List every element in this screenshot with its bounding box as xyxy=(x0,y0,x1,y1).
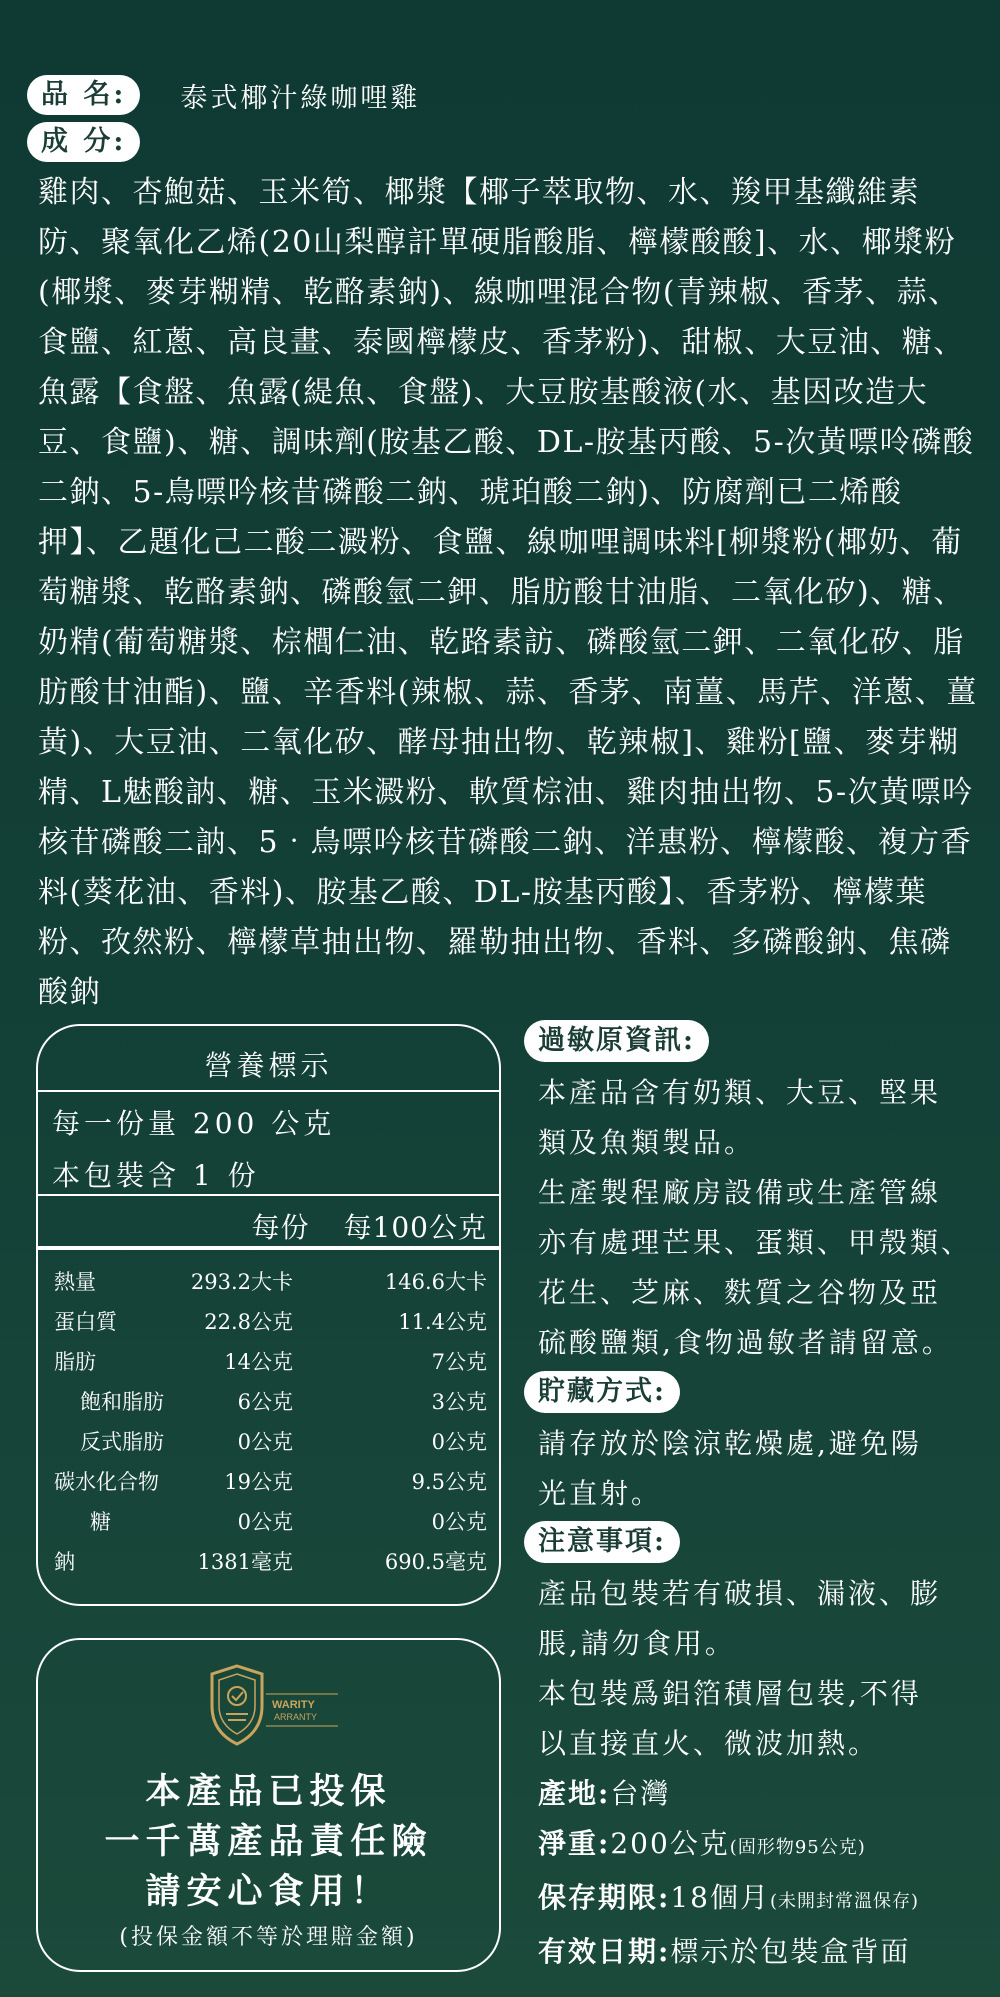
notice-line: 本包裝爲鋁箔積層包裝,不得 xyxy=(538,1677,922,1710)
allergen-line: 本產品含有奶類、大豆、堅果 xyxy=(538,1076,942,1109)
per-100g-value: 11.4公克 xyxy=(398,1310,487,1334)
per-100g-value: 690.5毫克 xyxy=(384,1550,487,1574)
insurance-line-1: 本產品已投保 xyxy=(145,1771,392,1812)
product-name: 泰式椰汁綠咖哩雞 xyxy=(180,82,421,114)
expiry-value: 標示於包裝盒背面 xyxy=(670,1935,911,1968)
allergen-line: 類及魚類製品。 xyxy=(538,1126,756,1159)
divider xyxy=(38,1246,499,1250)
expiry-row xyxy=(538,1927,998,1977)
expiry-label: 有效日期: xyxy=(538,1935,671,1968)
nutrition-row xyxy=(54,1426,487,1462)
product-name-row xyxy=(27,75,420,115)
serving-size: 每一份量 200 公克 xyxy=(52,1107,336,1140)
product-name-label: 品 名: xyxy=(27,75,140,115)
shelf-life-value: 18個月 xyxy=(670,1881,770,1914)
storage-label-wrap xyxy=(524,1371,680,1413)
insurance-note: (投保金額不等於理賠金額) xyxy=(119,1925,418,1950)
notice-label: 注意事項: xyxy=(524,1521,680,1563)
origin-value: 台灣 xyxy=(610,1777,671,1810)
ingredients-text: 雞肉、杏鮑菇、玉米筍、椰漿【椰子萃取物、水、羧甲基纖維素防、聚氧化乙烯(20山梨醇訐單硬脂酸脂、檸檬酸酸]、水、椰漿粉(椰漿、麥芽糊精、乾酪素鈉)、線咖哩混合物(青辣椒、香茅、蒜、食鹽、紅蔥、高良畫、泰國檸檬皮、香茅粉)、甜椒、大豆油、糖、魚露【食盤、魚露(緹魚、食盤)、大豆胺基酸液(水、基因改造大豆、食鹽)、糖、調味劑(胺基乙酸、DL-胺基丙酸、5-次黃嘌呤磷酸二鈉、5-鳥嘌吟核昔磷酸二鈉、琥珀酸二鈉)、防腐劑已二烯酸押】、乙題化己二酸二澱粉、食鹽、線咖哩調味料[柳漿粉(椰奶、葡萄糖漿、乾酪素鈉、磷酸氫二鉀、脂肪酸甘油脂、二氧化矽)、糖、奶精(葡萄糖漿、棕櫚仁油、乾路素訪、磷酸氫二鉀、二氧化矽、脂肪酸甘油酯)、鹽、辛香料(辣椒、蒜、香茅、南薑、馬芹、洋蔥、薑黃)、大豆油、二氧化矽、酵母抽出物、乾辣椒]、雞粉[鹽、麥芽糊精、L魅酸訥、糖、玉米澱粉、軟質棕油、雞肉抽出物、5-次黃嘌吟核苷磷酸二訥、5‧鳥嘌吟核苷磷酸二鈉、洋惠粉、檸檬酸、複方香料(葵花油、香料)、胺基乙酸、DL-胺基丙酸】、香茅粉、檸檬葉粉、孜然粉、檸檬草抽出物、羅勒抽出物、香料、多磷酸鈉、焦磷酸鈉 xyxy=(38,175,978,1010)
nutrition-row xyxy=(54,1506,487,1542)
nutrient-label: 蛋白質 xyxy=(54,1310,117,1334)
nutrient-label: 反式脂肪 xyxy=(80,1430,164,1454)
ingredients-label: 成 分: xyxy=(27,122,140,162)
allergen-label: 過敏原資訊: xyxy=(524,1020,709,1062)
shelf-life-row xyxy=(538,1873,998,1927)
nutrition-title: 營養標示 xyxy=(204,1049,333,1082)
insurance-line-2: 一千萬產品責任險 xyxy=(104,1821,433,1862)
notice-line: 脹,請勿食用。 xyxy=(538,1627,736,1660)
col-per-serving: 每份 xyxy=(251,1211,310,1244)
divider xyxy=(38,1090,499,1092)
nutrition-row xyxy=(54,1466,487,1502)
allergen-line: 花生、芝麻、麩質之谷物及亞 xyxy=(538,1276,942,1309)
nutrition-row xyxy=(54,1266,487,1302)
per-100g-value: 7公克 xyxy=(431,1350,487,1374)
badge-text-1: WARITY xyxy=(272,1699,315,1711)
storage-label: 貯藏方式: xyxy=(524,1371,680,1413)
weight-label: 淨重: xyxy=(538,1827,611,1860)
per-100g-value: 0公克 xyxy=(431,1510,487,1534)
shelf-life-label: 保存期限: xyxy=(538,1881,671,1914)
per-100g-value: 146.6大卡 xyxy=(384,1270,487,1294)
nutrition-facts-table xyxy=(36,1024,501,1606)
nutrition-row xyxy=(54,1546,487,1582)
per-100g-value: 9.5公克 xyxy=(411,1470,487,1494)
ingredients-label-wrap xyxy=(27,122,140,162)
nutrient-label: 脂肪 xyxy=(54,1350,96,1374)
nutrient-label: 糖 xyxy=(90,1510,111,1534)
per-100g-value: 0公克 xyxy=(431,1430,487,1454)
per-serving-value: 14公克 xyxy=(224,1350,293,1374)
nutrient-label: 飽和脂肪 xyxy=(80,1390,164,1414)
storage-line: 請存放於陰涼乾燥處,避免陽 xyxy=(538,1427,922,1460)
weight-row xyxy=(538,1819,998,1873)
warranty-shield-icon xyxy=(200,1662,350,1748)
shelf-life-note: (未開封常溫保存) xyxy=(769,1891,920,1912)
per-100g-value: 3公克 xyxy=(431,1390,487,1414)
origin-label: 產地: xyxy=(538,1777,611,1810)
per-serving-value: 0公克 xyxy=(237,1430,293,1454)
per-serving-value: 19公克 xyxy=(224,1470,293,1494)
allergen-text xyxy=(538,1068,988,1368)
insurance-line-3: 請安心食用！ xyxy=(145,1871,392,1912)
origin-row xyxy=(538,1769,998,1819)
storage-text xyxy=(538,1419,988,1519)
per-serving-value: 293.2大卡 xyxy=(190,1270,293,1294)
allergen-line: 硫酸鹽類,食物過敏者請留意。 xyxy=(538,1326,953,1359)
nutrition-column-headers xyxy=(252,1206,487,1246)
allergen-line: 生產製程廠房設備或生產管線 xyxy=(538,1176,942,1209)
insurance-box xyxy=(36,1638,501,1972)
nutrient-label: 熱量 xyxy=(54,1270,96,1294)
notice-line: 產品包裝若有破損、漏液、膨 xyxy=(538,1577,942,1610)
per-serving-value: 22.8公克 xyxy=(204,1310,293,1334)
nutrition-row xyxy=(54,1346,487,1382)
col-per-100g: 每100公克 xyxy=(343,1211,487,1244)
per-serving-value: 0公克 xyxy=(237,1510,293,1534)
nutrition-row xyxy=(54,1306,487,1342)
per-serving-value: 6公克 xyxy=(237,1390,293,1414)
allergen-label-wrap xyxy=(524,1020,709,1062)
nutrition-row xyxy=(54,1386,487,1422)
nutrient-label: 碳水化合物 xyxy=(54,1470,159,1494)
per-serving-value: 1381毫克 xyxy=(197,1550,293,1574)
divider xyxy=(38,1194,499,1196)
notice-label-wrap xyxy=(524,1521,680,1563)
servings-per-package: 本包裝含 1 份 xyxy=(52,1159,260,1192)
storage-line: 光直射。 xyxy=(538,1477,663,1510)
allergen-line: 亦有處理芒果、蛋類、甲殼類、 xyxy=(538,1226,973,1259)
badge-text-2: ARRANTY xyxy=(274,1712,318,1722)
weight-note: (固形物95公克) xyxy=(729,1837,866,1858)
notice-line: 以直接直火、微波加熱。 xyxy=(538,1727,880,1760)
product-details xyxy=(538,1769,998,1977)
nutrient-label: 鈉 xyxy=(54,1550,75,1574)
weight-value: 200公克 xyxy=(610,1827,730,1860)
notice-text xyxy=(538,1569,988,1769)
